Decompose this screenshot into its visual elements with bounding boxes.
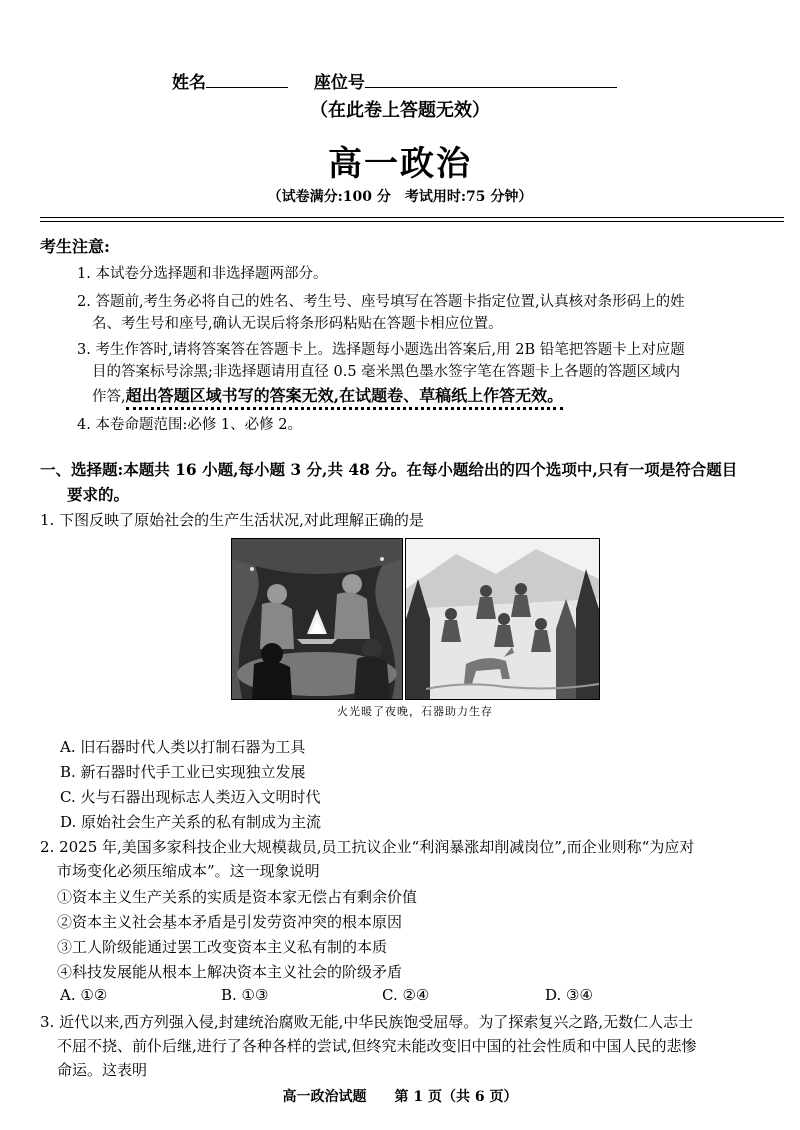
notice-item: 1. 本试卷分选择题和非选择题两部分。 (77, 266, 328, 282)
question-stem-cont: 命运。这表明 (57, 1061, 148, 1079)
notice-item: 2. 答题前,考生务必将自己的姓名、考生号、座号填写在答题卡指定位置,认真核对条形码上的姓 (77, 294, 685, 310)
option-a: A. 旧石器时代人类以打制石器为工具 (60, 738, 306, 756)
option-b: B. ①③ (221, 986, 269, 1004)
notice-item: 目的答案标号涂黑;非选择题请用直径 0.5 毫米黑色墨水签字笔在答题卡上各题的答题区域内 (92, 364, 681, 380)
emphasized-notice: 超出答题区域书写的答案无效,在试题卷、草稿纸上作答无效。 (126, 386, 564, 410)
section-heading: 一、选择题:本题共 16 小题,每小题 3 分,共 48 分。在每小题给出的四个选项中,只有一项是符合题目 (40, 460, 738, 479)
notice-item: 3. 考生作答时,请将答案答在答题卡上。选择题每小题选出答案后,用 2B 铅笔把答题卡上对应题 (77, 342, 685, 358)
question-stem-cont: 不屈不挠、前仆后继,进行了各种各样的尝试,但终究未能改变旧中国的社会性质和中国人民的悲惨 (57, 1037, 697, 1055)
page-footer: 高一政治试题 第 1 页（共 6 页） (282, 1089, 518, 1105)
statement-4: ④科技发展能从根本上解决资本主义社会的阶级矛盾 (57, 963, 403, 981)
figure-caption: 火光暖了夜晚，石器助力生存 (337, 705, 493, 718)
seat-blank (365, 71, 617, 88)
option-d: D. ③④ (545, 986, 593, 1004)
notice-item: 4. 本卷命题范围:必修 1、必修 2。 (77, 417, 302, 433)
hunting-illustration (405, 538, 600, 700)
question-stem: 3. 近代以来,西方列强入侵,封建统治腐败无能,中华民族饱受屈辱。为了探索复兴之路,无数仁人志士 (40, 1013, 694, 1031)
notice-heading: 考生注意: (40, 237, 110, 256)
option-b: B. 新石器时代手工业已实现独立发展 (60, 763, 306, 781)
option-a: A. ①② (60, 986, 108, 1004)
statement-3: ③工人阶级能通过罢工改变资本主义私有制的本质 (57, 938, 388, 956)
option-d: D. 原始社会生产关系的私有制成为主流 (60, 813, 322, 831)
name-label: 姓名 (172, 73, 206, 93)
option-c: C. ②④ (382, 986, 430, 1004)
candidate-info-line (172, 68, 617, 93)
cave-fire-illustration (231, 538, 403, 700)
notice-item (92, 383, 563, 406)
question-stem-cont: 市场变化必须压缩成本”。这一现象说明 (57, 862, 320, 880)
notice-text: 作答, (92, 389, 126, 405)
statement-1: ①资本主义生产关系的实质是资本家无偿占有剩余价值 (57, 888, 418, 906)
question-stem: 1. 下图反映了原始社会的生产生活状况,对此理解正确的是 (40, 511, 424, 529)
divider (40, 217, 784, 218)
exam-meta: （试卷满分:100 分 考试用时:75 分钟） (267, 189, 533, 205)
notice-item: 名、考生号和座号,确认无误后将条形码粘贴在答题卡相应位置。 (92, 316, 503, 332)
name-blank (206, 71, 288, 88)
invalid-note: （在此卷上答题无效） (310, 100, 490, 121)
seat-label: 座位号 (313, 73, 365, 93)
option-c: C. 火与石器出现标志人类迈入文明时代 (60, 788, 321, 806)
section-heading-cont: 要求的。 (67, 485, 130, 504)
question-stem: 2. 2025 年,美国多家科技企业大规模裁员,员工抗议企业“利润暴涨却削减岗位”,而企业则称“为应对 (40, 838, 695, 856)
statement-2: ②资本主义社会基本矛盾是引发劳资冲突的根本原因 (57, 913, 403, 931)
page-title: 高一政治 (328, 144, 472, 184)
divider (40, 221, 784, 222)
